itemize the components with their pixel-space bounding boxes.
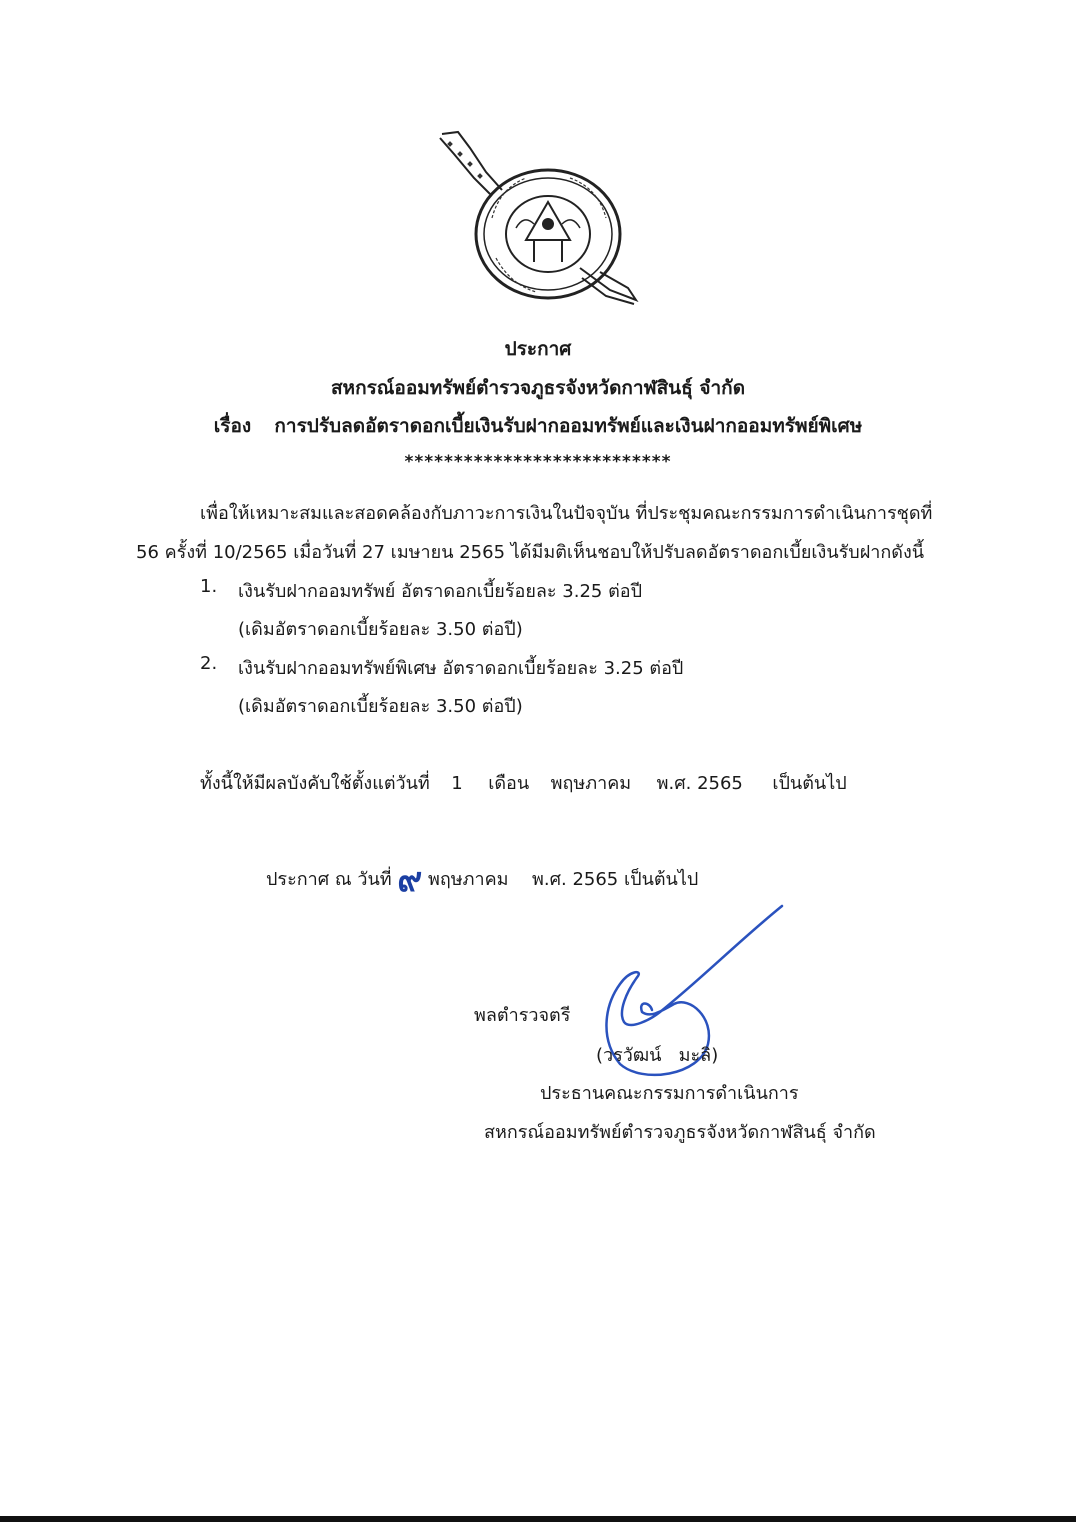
subject-text: การปรับลดอัตราดอกเบี้ยเงินรับฝากออมทรัพย์และเงินฝากออมทรัพย์พิเศษ (274, 415, 863, 437)
effective-day: 1 (451, 773, 463, 794)
organization-name: สหกรณ์ออมทรัพย์ตำรวจภูธรจังหวัดกาฬสินธุ์ จำกัด (330, 377, 746, 399)
page-bottom-edge (0, 1516, 1076, 1522)
announcement-prefix: ประกาศ ณ วันที่ (266, 869, 392, 890)
name-open-paren: ( (596, 1045, 604, 1066)
list-item-text: เงินรับฝากออมทรัพย์ อัตราดอกเบี้ยร้อยละ 3.25 ต่อปี (238, 581, 643, 602)
subject-label: เรื่อง (213, 415, 252, 437)
list-item-note: (เดิมอัตราดอกเบี้ยร้อยละ 3.50 ต่อปี) (238, 619, 523, 640)
handwritten-day: ๙ (397, 860, 423, 900)
effective-suffix: เป็นต้นไป (772, 773, 847, 794)
subject-line (0, 411, 1076, 441)
effective-month: พฤษภาคม (550, 773, 632, 794)
announcement-date-line (266, 846, 698, 900)
effective-date-line (200, 768, 847, 797)
name-close-paren: ) (711, 1045, 719, 1066)
announcement-suffix: เป็นต้นไป (623, 869, 699, 890)
cooperative-seal-icon (430, 128, 650, 308)
signer-name-line (596, 1040, 718, 1069)
announcement-year: พ.ศ. 2565 (531, 869, 619, 890)
header-divider: *************************** (404, 452, 672, 472)
signer-name: วรวัฒน์ มะลิ (603, 1045, 712, 1066)
effective-prefix: ทั้งนี้ให้มีผลบังคับใช้ตั้งแต่วันที่ (200, 773, 430, 794)
body-paragraph-line-2: 56 ครั้งที่ 10/2565 เมื่อวันที่ 27 เมษายน 2565 ได้มีมติเห็นชอบให้ปรับลดอัตราดอกเบี้ยเงินรับฝากดังนี้ (136, 542, 925, 563)
announcement-month: พฤษภาคม (428, 869, 509, 890)
list-item-text: เงินรับฝากออมทรัพย์พิเศษ อัตราดอกเบี้ยร้อยละ 3.25 ต่อปี (238, 658, 684, 679)
list-item-note: (เดิมอัตราดอกเบี้ยร้อยละ 3.50 ต่อปี) (238, 696, 523, 717)
effective-month-label: เดือน (488, 773, 530, 794)
effective-year: พ.ศ. 2565 (656, 773, 743, 794)
signer-rank: พลตำรวจตรี (474, 1005, 571, 1026)
list-item-number: 1. (200, 576, 218, 597)
signer-position-line-1: ประธานคณะกรรมการดำเนินการ (540, 1083, 799, 1104)
list-item-number: 2. (200, 653, 218, 674)
body-paragraph-line-1: เพื่อให้เหมาะสมและสอดคล้องกับภาวะการเงินในปัจจุบัน ที่ประชุมคณะกรรมการดำเนินการชุดที่ (200, 503, 933, 524)
signer-position-line-2: สหกรณ์ออมทรัพย์ตำรวจภูธรจังหวัดกาฬสินธุ์ จำกัด (484, 1122, 876, 1143)
announcement-heading: ประกาศ (504, 338, 572, 360)
